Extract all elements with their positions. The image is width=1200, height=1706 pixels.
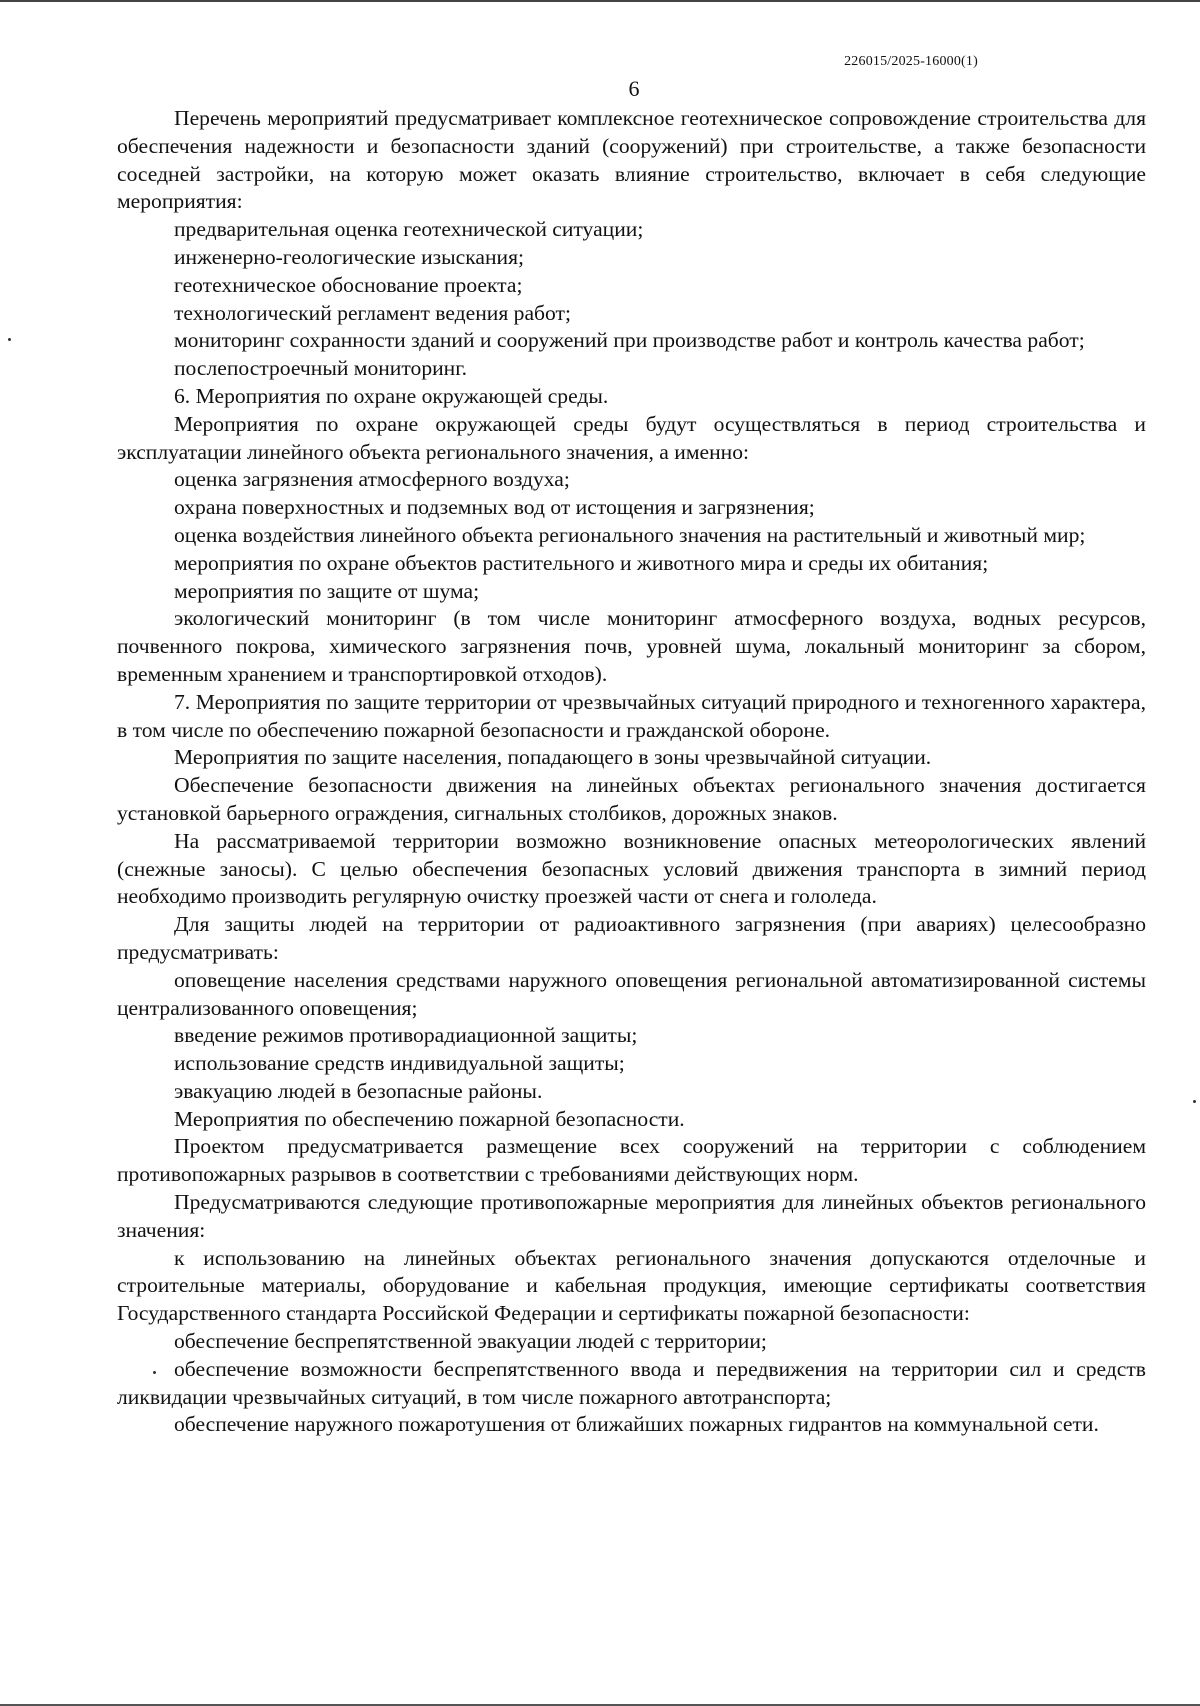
paragraph: мероприятия по охране объектов растительного и животного мира и среды их обитания; — [174, 550, 989, 575]
paragraph: Для защиты людей на территории от радиоактивного загрязнения (при авариях) целесообразно предусматривать: — [117, 912, 1146, 964]
paragraph: охрана поверхностных и подземных вод от истощения и загрязнения; — [174, 495, 815, 520]
paragraph: инженерно-геологические изыскания; — [174, 244, 525, 269]
paragraph: экологический мониторинг (в том числе мониторинг атмосферного воздуха, водных ресурсов, почвенного покрова, химического загрязнения почв, уровней шума, локальный мониторинг за сбором, временным хранением и транспортировкой отходов). — [117, 606, 1146, 686]
paragraph: предварительная оценка геотехнической ситуации; — [174, 217, 644, 242]
paragraph: технологический регламент ведения работ; — [174, 300, 571, 325]
paragraph: Мероприятия по защите населения, попадающего в зоны чрезвычайной ситуации. — [174, 745, 932, 770]
paragraph: обеспечение наружного пожаротушения от ближайших пожарных гидрантов на коммунальной сети. — [174, 1412, 1099, 1437]
paragraph: использование средств индивидуальной защиты; — [174, 1051, 625, 1076]
paragraph: Мероприятия по обеспечению пожарной безопасности. — [174, 1106, 685, 1131]
scan-top-edge — [0, 0, 1200, 2]
paragraph: введение режимов противорадиационной защиты; — [174, 1023, 638, 1048]
paragraph: мероприятия по защите от шума; — [174, 578, 480, 603]
document-registration-number: 226015/2025-16000(1) — [844, 54, 978, 69]
paragraph: оценка загрязнения атмосферного воздуха; — [174, 467, 570, 492]
paragraph: 6. Мероприятия по охране окружающей среды. — [174, 383, 609, 408]
paragraph: Мероприятия по охране окружающей среды будут осуществляться в период строительства и эксплуатации линейного объекта регионального значения, а именно: — [117, 411, 1146, 464]
paragraph: обеспечение возможности беспрепятственного ввода и передвижения на территории сил и средств ликвидации чрезвычайных ситуаций, в том числе пожарного автотранспорта; — [117, 1356, 1146, 1409]
paragraph: послепостроечный мониторинг. — [174, 356, 468, 381]
paragraph: мониторинг сохранности зданий и сооружений при производстве работ и контроль качества работ; — [174, 328, 1085, 353]
document-body — [117, 105, 1146, 1439]
paragraph: оповещение населения средствами наружного оповещения региональной автоматизированной системы централизованного оповещения; — [117, 967, 1146, 1020]
paragraph: обеспечение беспрепятственной эвакуации людей с территории; — [174, 1329, 767, 1354]
paragraph: геотехническое обоснование проекта; — [174, 272, 523, 297]
paragraph: эвакуацию людей в безопасные районы. — [174, 1078, 543, 1103]
paragraph: Предусматриваются следующие противопожарные мероприятия для линейных объектов регионального значения: — [117, 1190, 1146, 1242]
paragraph: 7. Мероприятия по защите территории от чрезвычайных ситуаций природного и техногенного характера, в том числе по обеспечению пожарной безопасности и гражданской обороне. — [117, 689, 1146, 742]
paragraph: Перечень мероприятий предусматривает комплексное геотехническое сопровождение строительства для обеспечения надежности и безопасности зданий (сооружений) при строительстве, а также безопасности соседней застройки, на которую может оказать влияние строительство, включает в себя следующие мероприятия: — [117, 106, 1146, 214]
scan-speck — [8, 338, 11, 341]
scan-speck — [153, 1371, 156, 1374]
scan-speck — [1193, 1100, 1196, 1103]
paragraph: На рассматриваемой территории возможно возникновение опасных метеорологических явлений (снежные заносы). С целью обеспечения безопасных условий движения транспорта в зимний период необходимо производить регулярную очистку проезжей части от снега и гололеда. — [117, 828, 1146, 909]
paragraph: к использованию на линейных объектах регионального значения допускаются отделочные и строительные материалы, оборудование и кабельная продукция, имеющие сертификаты соответствия Государственного стандарта Российской Федерации и сертификаты пожарной безопасности: — [117, 1245, 1146, 1326]
paragraph: Проектом предусматривается размещение всех сооружений на территории с соблюдением противопожарных разрывов в соответствии с требованиями действующих норм. — [117, 1134, 1146, 1187]
page-number: 6 — [628, 76, 640, 101]
paragraph: Обеспечение безопасности движения на линейных объектах регионального значения достигается установкой барьерного ограждения, сигнальных столбиков, дорожных знаков. — [117, 773, 1146, 825]
paragraph: оценка воздействия линейного объекта регионального значения на растительный и животный мир; — [174, 522, 1086, 547]
